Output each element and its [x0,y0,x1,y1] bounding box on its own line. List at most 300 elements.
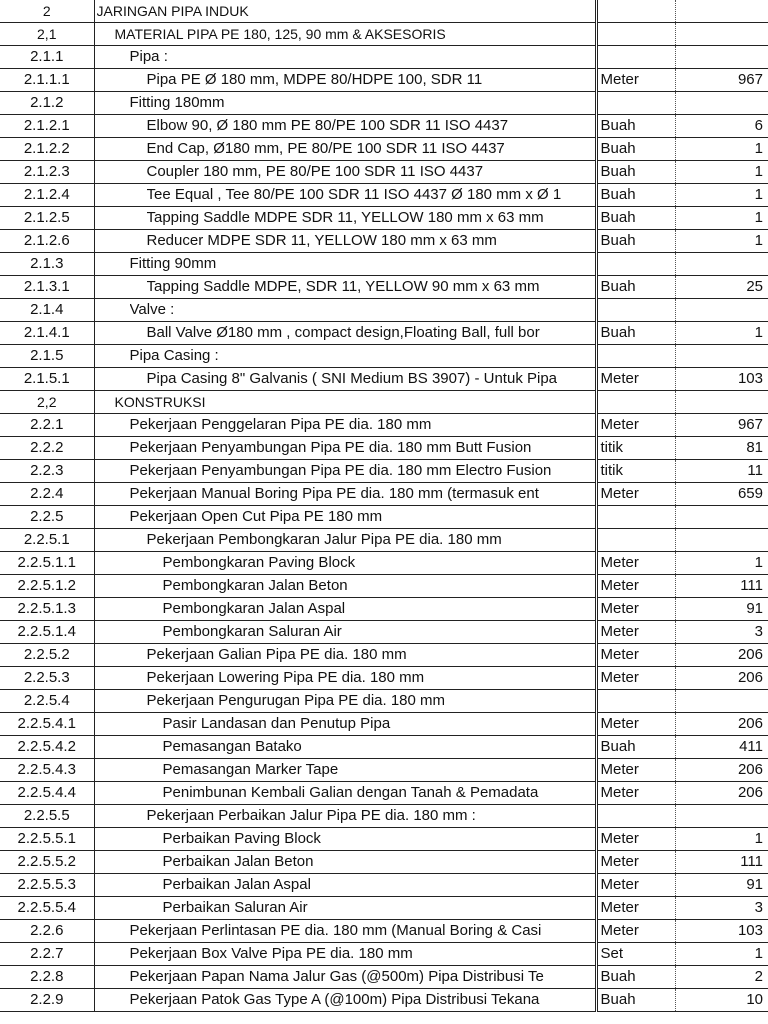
cell-item-number-text: 2.1.2 [30,94,64,111]
cell-description-text: Fitting 90mm [129,255,217,272]
cell-quantity[interactable] [675,69,768,92]
cell-unit[interactable] [596,529,675,552]
cell-unit[interactable] [596,276,675,299]
cell-quantity[interactable] [675,874,768,897]
table-row [0,897,768,920]
cell-quantity-text: 91 [746,600,763,617]
cell-unit-text: Meter [600,485,639,502]
cell-description[interactable] [94,460,596,483]
cell-item-number-text: 2.1.1 [30,48,64,65]
cell-quantity[interactable] [675,598,768,621]
cell-description[interactable] [94,138,596,161]
cell-unit[interactable] [596,552,675,575]
cell-item-number[interactable] [0,437,94,460]
cell-item-number[interactable] [0,759,94,782]
cell-unit[interactable] [596,0,675,23]
cell-quantity[interactable] [675,23,768,46]
cell-quantity[interactable] [675,460,768,483]
cell-item-number[interactable] [0,644,94,667]
table-row [0,874,768,897]
cell-item-number-text: 2.1.2.4 [23,186,70,203]
cell-description[interactable] [94,230,596,253]
cell-quantity[interactable] [675,437,768,460]
cell-description[interactable] [94,437,596,460]
cell-item-number[interactable] [0,46,94,69]
cell-item-number[interactable] [0,414,94,437]
cell-unit[interactable] [596,943,675,966]
cell-item-number[interactable] [0,345,94,368]
cell-quantity[interactable] [675,621,768,644]
cell-quantity-text: 2 [754,968,763,985]
table-row [0,161,768,184]
cell-description[interactable] [94,391,596,414]
cell-unit[interactable] [596,782,675,805]
cell-quantity[interactable] [675,713,768,736]
cell-unit[interactable] [596,736,675,759]
cell-description[interactable] [94,92,596,115]
cell-unit[interactable] [596,621,675,644]
cell-item-number[interactable] [0,483,94,506]
cell-quantity[interactable] [675,805,768,828]
cell-item-number-text: 2.2.5.4.4 [17,784,76,801]
cell-quantity-text: 659 [737,485,763,502]
table-row [0,115,768,138]
cell-unit[interactable] [596,161,675,184]
cell-unit-text: Buah [600,232,636,249]
table-row [0,23,768,46]
cell-unit[interactable] [596,253,675,276]
cell-unit-text: Meter [600,715,639,732]
cell-quantity-text: 967 [737,416,763,433]
cell-quantity[interactable] [675,92,768,115]
cell-unit-text: Buah [600,324,636,341]
cell-description[interactable] [94,506,596,529]
cell-description[interactable] [94,322,596,345]
cell-unit-text: Meter [600,577,639,594]
cell-unit-text: Buah [600,117,636,134]
cell-item-number[interactable] [0,460,94,483]
cell-description-text: MATERIAL PIPA PE 180, 125, 90 mm & AKSESORIS [114,26,446,42]
cell-description[interactable] [94,368,596,391]
cell-quantity[interactable] [675,759,768,782]
cell-description[interactable] [94,276,596,299]
cell-item-number-text: 2.2.5.5.3 [17,876,76,893]
cell-quantity[interactable] [675,943,768,966]
cell-unit-text: Meter [600,876,639,893]
cell-description[interactable] [94,23,596,46]
cell-item-number[interactable] [0,92,94,115]
cell-item-number[interactable] [0,598,94,621]
cell-quantity-text: 206 [737,715,763,732]
cell-description-text: Pekerjaan Penyambungan Pipa PE dia. 180 mm Electro Fusion [129,462,552,479]
cell-description[interactable] [94,483,596,506]
cell-item-number-text: 2.2.9 [30,991,64,1008]
table-row [0,299,768,322]
cell-unit[interactable] [596,23,675,46]
cell-description[interactable] [94,345,596,368]
cell-quantity[interactable] [675,575,768,598]
cell-quantity-text: 91 [746,876,763,893]
cell-unit[interactable] [596,368,675,391]
cell-unit[interactable] [596,69,675,92]
cell-unit[interactable] [596,851,675,874]
table-row [0,713,768,736]
cell-item-number-text: 2.1.5 [30,347,64,364]
table-row [0,253,768,276]
cell-unit[interactable] [596,230,675,253]
table-row [0,851,768,874]
cell-description[interactable] [94,966,596,989]
cell-description-text: Pembongkaran Saluran Air [162,623,342,640]
cell-description[interactable] [94,0,596,23]
cell-description-text: Reducer MDPE SDR 11, YELLOW 180 mm x 63 mm [146,232,497,249]
cell-quantity-text: 1 [754,830,763,847]
cell-quantity[interactable] [675,690,768,713]
cell-unit[interactable] [596,460,675,483]
cell-description[interactable] [94,299,596,322]
cell-description[interactable] [94,46,596,69]
cell-item-number-text: 2.2.5.1.1 [17,554,76,571]
cell-item-number-text: 2.2.5.5 [23,807,70,824]
cell-unit[interactable] [596,138,675,161]
cell-description-text: Pekerjaan Papan Nama Jalur Gas (@500m) Pipa Distribusi Te [129,968,544,985]
cell-item-number[interactable] [0,782,94,805]
cell-item-number-text: 2.2.5.5.2 [17,853,76,870]
cell-quantity-text: 206 [737,784,763,801]
cell-item-number[interactable] [0,253,94,276]
cell-unit-text: Meter [600,646,639,663]
cell-quantity[interactable] [675,391,768,414]
cell-description[interactable] [94,713,596,736]
cell-unit[interactable] [596,207,675,230]
cell-description[interactable] [94,644,596,667]
cell-unit[interactable] [596,805,675,828]
table-row [0,230,768,253]
cell-description[interactable] [94,897,596,920]
cell-item-number[interactable] [0,230,94,253]
cell-item-number-text: 2.2.5.2 [23,646,70,663]
cell-item-number[interactable] [0,207,94,230]
cell-unit[interactable] [596,46,675,69]
cell-description[interactable] [94,621,596,644]
cell-quantity[interactable] [675,299,768,322]
cell-unit-text: Meter [600,669,639,686]
cell-unit[interactable] [596,92,675,115]
cell-unit[interactable] [596,299,675,322]
cell-quantity-text: 6 [754,117,763,134]
cell-quantity-text: 1 [754,163,763,180]
cell-quantity[interactable] [675,230,768,253]
cell-item-number[interactable] [0,575,94,598]
cell-unit-text: Meter [600,370,639,387]
cell-description-text: Pembongkaran Jalan Aspal [162,600,346,617]
cell-description-text: Perbaikan Paving Block [162,830,321,847]
cell-quantity-text: 3 [754,899,763,916]
cell-unit-text: Meter [600,853,639,870]
cell-unit[interactable] [596,391,675,414]
cell-quantity[interactable] [675,736,768,759]
cell-item-number-text: 2.2.5.4.1 [17,715,76,732]
cell-item-number[interactable] [0,667,94,690]
cell-item-number-text: 2.2.5.1.2 [17,577,76,594]
cell-unit-text: Meter [600,761,639,778]
cell-item-number[interactable] [0,736,94,759]
cell-quantity[interactable] [675,368,768,391]
cell-unit-text: Buah [600,140,636,157]
cell-quantity-text: 103 [737,922,763,939]
table-row [0,920,768,943]
cell-description-text: Pekerjaan Penyambungan Pipa PE dia. 180 mm Butt Fusion [129,439,532,456]
cell-quantity[interactable] [675,529,768,552]
cell-item-number[interactable] [0,828,94,851]
cell-unit[interactable] [596,437,675,460]
cell-quantity[interactable] [675,966,768,989]
cell-quantity[interactable] [675,644,768,667]
cell-item-number[interactable] [0,299,94,322]
cell-quantity-text: 3 [754,623,763,640]
cell-unit[interactable] [596,828,675,851]
cell-description[interactable] [94,69,596,92]
cell-description-text: Pipa Casing : [129,347,219,364]
cell-quantity[interactable] [675,138,768,161]
cell-quantity[interactable] [675,322,768,345]
table-row [0,828,768,851]
cell-unit[interactable] [596,506,675,529]
cell-description-text: Pekerjaan Penggelaran Pipa PE dia. 180 mm [129,416,432,433]
cell-item-number-text: 2.2.5.4 [23,692,70,709]
cell-item-number[interactable] [0,138,94,161]
cell-quantity[interactable] [675,161,768,184]
cell-description[interactable] [94,207,596,230]
cell-item-number-text: 2.2.5.4.3 [17,761,76,778]
cell-description-text: Ball Valve Ø180 mm , compact design,Floating Ball, full bor [146,324,540,341]
cell-item-number[interactable] [0,69,94,92]
cell-item-number[interactable] [0,529,94,552]
cell-item-number[interactable] [0,368,94,391]
cell-description-text: Pipa Casing 8" Galvanis ( SNI Medium BS 3907) - Untuk Pipa [146,370,558,387]
table-row [0,989,768,1012]
cell-quantity[interactable] [675,920,768,943]
cell-quantity-text: 1 [754,140,763,157]
cell-quantity-text: 1 [754,554,763,571]
cell-unit-text: Meter [600,600,639,617]
cell-unit[interactable] [596,414,675,437]
table-row [0,46,768,69]
cell-description-text: Valve : [129,301,175,318]
cell-quantity-text: 103 [737,370,763,387]
cell-unit[interactable] [596,897,675,920]
cell-item-number-text: 2.2.5.1.4 [17,623,76,640]
cell-item-number[interactable] [0,552,94,575]
cell-quantity[interactable] [675,667,768,690]
table-row [0,368,768,391]
cell-item-number[interactable] [0,805,94,828]
cell-item-number[interactable] [0,0,94,23]
cell-description[interactable] [94,115,596,138]
cell-unit[interactable] [596,598,675,621]
cell-unit-text: Buah [600,209,636,226]
cell-item-number-text: 2.2.5.3 [23,669,70,686]
cell-quantity[interactable] [675,506,768,529]
cell-quantity[interactable] [675,989,768,1012]
cell-quantity[interactable] [675,253,768,276]
cell-unit[interactable] [596,184,675,207]
cell-item-number-text: 2.1.4.1 [23,324,70,341]
table-row [0,460,768,483]
table-row [0,621,768,644]
cell-unit[interactable] [596,345,675,368]
cell-description[interactable] [94,598,596,621]
cell-item-number[interactable] [0,920,94,943]
cell-quantity[interactable] [675,0,768,23]
cell-unit[interactable] [596,575,675,598]
cell-description[interactable] [94,759,596,782]
cell-description[interactable] [94,161,596,184]
cell-description[interactable] [94,943,596,966]
cell-unit[interactable] [596,920,675,943]
cell-description[interactable] [94,874,596,897]
cell-description-text: Pembongkaran Paving Block [162,554,356,571]
cell-item-number[interactable] [0,851,94,874]
cell-description[interactable] [94,782,596,805]
cell-unit-text: Buah [600,278,636,295]
cell-description[interactable] [94,575,596,598]
cell-quantity[interactable] [675,483,768,506]
cell-unit[interactable] [596,874,675,897]
cell-item-number[interactable] [0,897,94,920]
table-row [0,690,768,713]
cell-unit[interactable] [596,690,675,713]
cell-item-number-text: 2.2.5.4.2 [17,738,76,755]
table-row [0,736,768,759]
cell-item-number[interactable] [0,276,94,299]
cell-quantity[interactable] [675,115,768,138]
cell-unit-text: Meter [600,71,639,88]
cell-description[interactable] [94,736,596,759]
cell-description-text: Pekerjaan Perlintasan PE dia. 180 mm (Manual Boring & Casi [129,922,542,939]
cell-quantity-text: 11 [747,462,763,479]
cell-description-text: Pemasangan Batako [162,738,302,755]
cell-unit[interactable] [596,115,675,138]
cell-item-number-text: 2.2.7 [30,945,64,962]
cell-item-number[interactable] [0,621,94,644]
cell-item-number-text: 2.2.3 [30,462,64,479]
cell-unit[interactable] [596,667,675,690]
cell-description-text: Tapping Saddle MDPE, SDR 11, YELLOW 90 mm x 63 mm [146,278,540,295]
cell-quantity-text: 411 [739,738,763,755]
table-row [0,345,768,368]
cell-description[interactable] [94,253,596,276]
cell-item-number[interactable] [0,184,94,207]
cell-description[interactable] [94,690,596,713]
cell-item-number[interactable] [0,989,94,1012]
table-row [0,276,768,299]
cell-description[interactable] [94,989,596,1012]
cell-item-number-text: 2.1.3 [30,255,64,272]
cell-description-text: Pipa : [129,48,168,65]
cell-description[interactable] [94,851,596,874]
cell-item-number[interactable] [0,391,94,414]
cell-unit[interactable] [596,644,675,667]
cell-description[interactable] [94,920,596,943]
table-row [0,759,768,782]
cell-description[interactable] [94,667,596,690]
cell-description[interactable] [94,805,596,828]
cell-item-number-text: 2.2.5.5.4 [17,899,76,916]
cell-item-number[interactable] [0,23,94,46]
table-row [0,575,768,598]
cell-item-number-text: 2.2.5.1.3 [17,600,76,617]
table-row [0,414,768,437]
cell-item-number-text: 2.2.2 [30,439,64,456]
cell-item-number[interactable] [0,874,94,897]
cell-quantity[interactable] [675,414,768,437]
table-row [0,437,768,460]
cell-unit[interactable] [596,989,675,1012]
cell-item-number[interactable] [0,115,94,138]
cell-item-number-text: 2.2.1 [30,416,64,433]
cell-item-number[interactable] [0,322,94,345]
cell-description[interactable] [94,828,596,851]
cell-unit[interactable] [596,966,675,989]
cell-quantity[interactable] [675,345,768,368]
cell-quantity[interactable] [675,552,768,575]
cell-item-number[interactable] [0,943,94,966]
cell-quantity[interactable] [675,828,768,851]
cell-item-number-text: 2.1.2.5 [23,209,70,226]
cell-item-number-text: 2.1.5.1 [23,370,70,387]
cell-unit-text: Buah [600,186,636,203]
cell-quantity-text: 111 [740,577,763,594]
cell-description-text: Elbow 90, Ø 180 mm PE 80/PE 100 SDR 11 ISO 4437 [146,117,509,134]
cell-item-number[interactable] [0,966,94,989]
cell-item-number-text: 2.2.6 [30,922,64,939]
cell-quantity[interactable] [675,851,768,874]
table-row [0,138,768,161]
cell-unit[interactable] [596,483,675,506]
cell-item-number-text: 2.1.4 [30,301,64,318]
cell-unit[interactable] [596,322,675,345]
cell-description-text: End Cap, Ø180 mm, PE 80/PE 100 SDR 11 ISO 4437 [146,140,505,157]
cell-quantity[interactable] [675,782,768,805]
table-row [0,644,768,667]
cell-unit[interactable] [596,713,675,736]
cell-unit-text: Meter [600,554,639,571]
cell-item-number[interactable] [0,506,94,529]
cell-quantity[interactable] [675,276,768,299]
cell-quantity[interactable] [675,897,768,920]
cell-quantity[interactable] [675,184,768,207]
cell-item-number[interactable] [0,690,94,713]
cell-item-number-text: 2,2 [37,394,57,410]
cell-unit-text: Buah [600,163,636,180]
cell-item-number-text: 2.1.2.3 [23,163,70,180]
cell-description[interactable] [94,529,596,552]
cell-item-number[interactable] [0,713,94,736]
cell-quantity[interactable] [675,46,768,69]
cell-description-text: Pembongkaran Jalan Beton [162,577,348,594]
cell-description[interactable] [94,552,596,575]
cell-quantity[interactable] [675,207,768,230]
cell-description[interactable] [94,184,596,207]
cell-item-number[interactable] [0,161,94,184]
cell-unit-text: Meter [600,784,639,801]
cell-description-text: Pipa PE Ø 180 mm, MDPE 80/HDPE 100, SDR 11 [146,71,483,88]
cell-description[interactable] [94,414,596,437]
cell-description-text: Tapping Saddle MDPE SDR 11, YELLOW 180 mm x 63 mm [146,209,544,226]
cell-unit[interactable] [596,759,675,782]
cell-description-text: Perbaikan Jalan Beton [162,853,314,870]
